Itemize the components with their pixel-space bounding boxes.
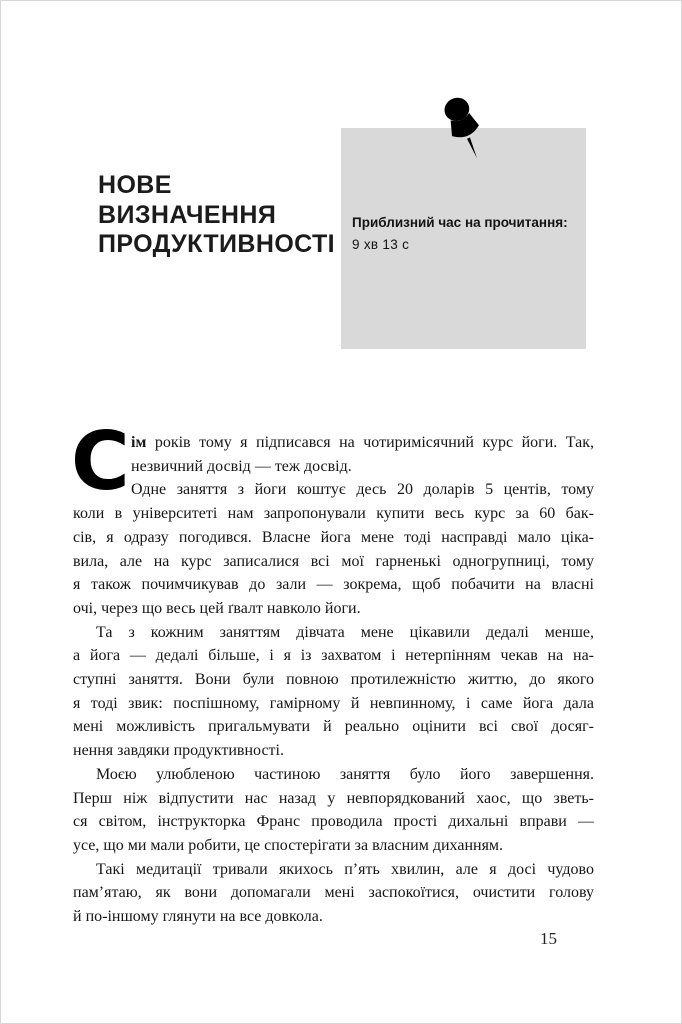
paragraphs: [73, 478, 594, 928]
drop-cap: С: [71, 415, 130, 508]
body-line: а йога — дедалі більше, і я із захватом і нетерпінням чекав на на-: [73, 647, 594, 665]
chapter-title-line: ПРОДУКТИВНОСТІ: [98, 230, 336, 258]
body-line: й по-іншому глянути на все довкола.: [73, 908, 323, 926]
lead-bold-word: ім: [131, 434, 147, 451]
body-line: коли в університеті нам запропонували купити весь курс за 60 бак-: [73, 505, 594, 523]
body-line: вила, але на курс записалися всі мої гарненькі одногрупниці, тому: [73, 552, 594, 570]
body-line: Такі медитації тривали якихось п’ять хвилин, але я досі чудово: [96, 860, 594, 878]
chapter-title-line: ВИЗНАЧЕННЯ: [98, 200, 277, 229]
page-number: 15: [540, 929, 557, 948]
body-line: незвичний досвід — теж досвід.: [131, 457, 352, 475]
body-line: [73, 431, 594, 455]
chapter-title-line: НОВЕ: [98, 171, 172, 199]
body-line: я також почимчикував до зали — зокрема, щоб побачити на власні: [73, 576, 594, 594]
body-line: мені можливість пригальмувати й реально оцінити всі свої досяг-: [73, 718, 594, 736]
body-line: ся світом, інструкторка Франс проводила прості дихальні вправи —: [73, 813, 594, 831]
body-line: я тоді звик: поспішному, гамірному й невпинному, і саме йога дала: [73, 694, 594, 712]
reading-time-value: 9 хв 13 с: [352, 237, 410, 252]
body-text: [71, 415, 594, 929]
body-line: нення завдяки продуктивності.: [73, 742, 284, 760]
pushpin-icon: [442, 95, 486, 165]
body-line: Та з кожним заняттям дівчата мене цікавили дедалі менше,: [96, 623, 594, 641]
reading-time-label: Приблизний час на прочитання:: [352, 215, 568, 230]
body-line: сів, я одразу погодився. Власне йога мене тоді насправді мало ціка-: [73, 528, 594, 546]
body-line: Одне заняття з йоги коштує десь 20 доларів 5 центів, тому: [131, 481, 594, 499]
body-line: очі, через що весь цей ґвалт навколо йоги.: [73, 599, 361, 617]
reading-time-note: [341, 128, 586, 349]
body-line: ступні заняття. Вони були повною протилежністю життю, до якого: [73, 671, 594, 689]
body-line: Моєю улюбленою частиною заняття було його завершення.: [96, 765, 594, 783]
chapter-title: [98, 171, 335, 260]
body-line: пам’ятаю, як вони допомагали мені заспокоїтися, очистити голову: [73, 884, 594, 902]
body-line: усе, що ми мали робити, це спостерігати за власним диханням.: [73, 836, 504, 854]
body-line: Перш ніж відпустити нас назад у невпорядкований хаос, що зветь-: [73, 789, 594, 807]
opening-line-rest: років тому я підписався на чотиримісячний курс йоги. Так,: [146, 434, 594, 451]
